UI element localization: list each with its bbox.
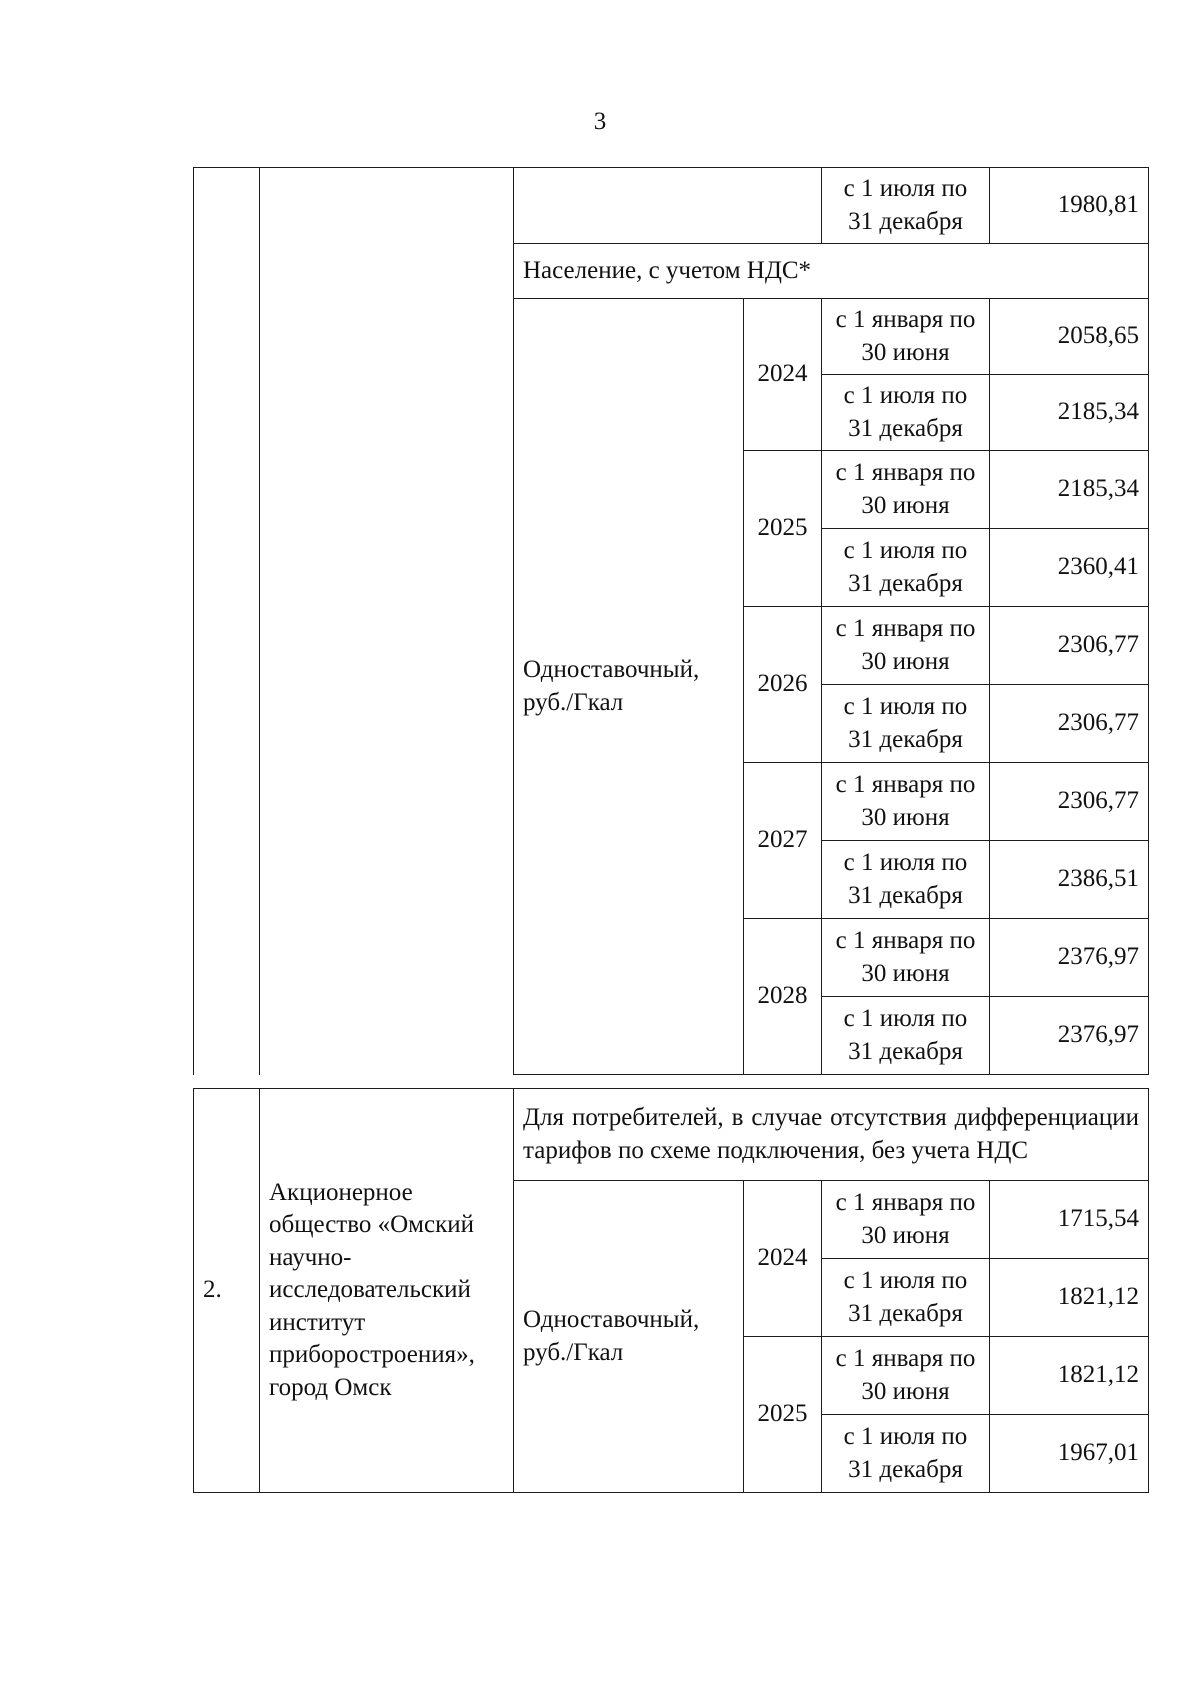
value-cell: 2058,65 [990, 299, 1149, 375]
row-number-cell [194, 168, 260, 1075]
value-cell: 2376,97 [990, 997, 1149, 1075]
period-cell: с 1 июля по 31 декабря [822, 1415, 990, 1493]
period-cell: с 1 июля по 31 декабря [822, 168, 990, 244]
period-cell: с 1 января по 30 июня [822, 451, 990, 529]
year-cell: 2024 [744, 1181, 822, 1337]
section-title: Для потребителей, в случае отсутствия дифференциации тарифов по схеме подключения, без учета НДС [514, 1089, 1149, 1181]
page-number: 3 [593, 108, 607, 135]
value-cell: 1821,12 [990, 1259, 1149, 1337]
tariff-table [193, 167, 1149, 1075]
period-cell: с 1 июля по 31 декабря [822, 375, 990, 451]
value-cell: 2306,77 [990, 763, 1149, 841]
period-cell: с 1 января по 30 июня [822, 607, 990, 685]
value-cell: 1980,81 [990, 168, 1149, 244]
year-cell: 2025 [744, 1337, 822, 1493]
year-cell: 2027 [744, 763, 822, 919]
value-cell: 1967,01 [990, 1415, 1149, 1493]
period-cell: с 1 июля по 31 декабря [822, 841, 990, 919]
period-cell: с 1 июля по 31 декабря [822, 997, 990, 1075]
year-cell: 2026 [744, 607, 822, 763]
value-cell: 2386,51 [990, 841, 1149, 919]
value-cell: 2185,34 [990, 451, 1149, 529]
organization-cell: Акционерное общество «Омский научно-исследовательский институт приборостроения», город Омск [260, 1089, 514, 1493]
year-cell: 2028 [744, 919, 822, 1075]
period-cell: с 1 января по 30 июня [822, 1181, 990, 1259]
tariff-type-cell: Одноставочный, руб./Гкал [514, 299, 744, 1075]
year-cell: 2024 [744, 299, 822, 451]
period-cell: с 1 января по 30 июня [822, 299, 990, 375]
period-cell: с 1 января по 30 июня [822, 763, 990, 841]
period-cell: с 1 января по 30 июня [822, 1337, 990, 1415]
organization-cell [260, 168, 514, 1075]
value-cell: 2306,77 [990, 685, 1149, 763]
year-cell: 2025 [744, 451, 822, 607]
period-cell: с 1 июля по 31 декабря [822, 685, 990, 763]
year-cell [744, 168, 822, 244]
value-cell: 1821,12 [990, 1337, 1149, 1415]
value-cell: 2185,34 [990, 375, 1149, 451]
tariff-type-cell: Одноставочный, руб./Гкал [514, 1181, 744, 1493]
value-cell: 2306,77 [990, 607, 1149, 685]
period-cell: с 1 июля по 31 декабря [822, 529, 990, 607]
table-row [194, 1089, 1149, 1181]
table-row [194, 168, 1149, 244]
value-cell: 1715,54 [990, 1181, 1149, 1259]
value-cell: 2360,41 [990, 529, 1149, 607]
period-cell: с 1 января по 30 июня [822, 919, 990, 997]
tariff-type-cell [514, 168, 744, 244]
row-number-cell: 2. [194, 1089, 260, 1493]
tariff-table-section-2 [193, 1088, 1149, 1493]
period-cell: с 1 июля по 31 декабря [822, 1259, 990, 1337]
value-cell: 2376,97 [990, 919, 1149, 997]
section-title: Население, с учетом НДС* [514, 244, 1149, 299]
